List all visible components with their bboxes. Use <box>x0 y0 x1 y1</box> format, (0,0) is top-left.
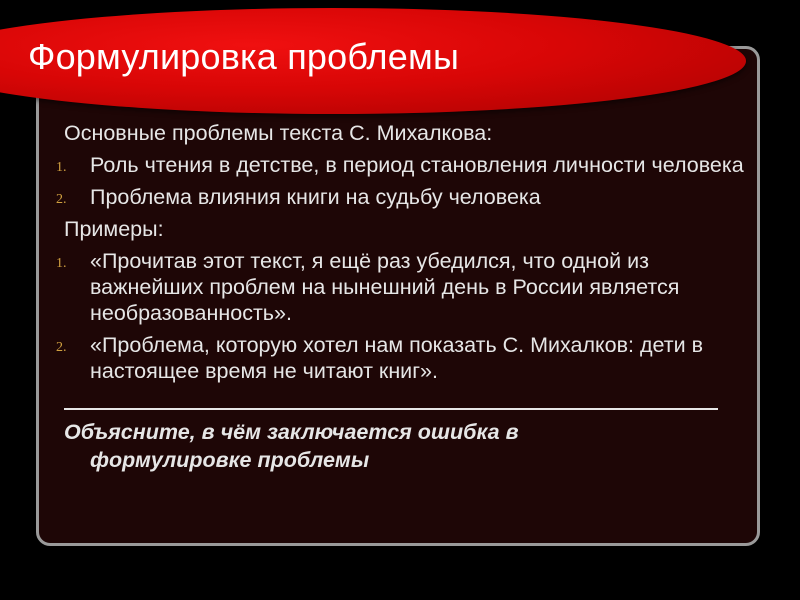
slide-body <box>56 120 746 474</box>
slide-title: Формулировка проблемы <box>28 36 460 77</box>
list-number: 1. <box>56 256 67 271</box>
list-number: 1. <box>56 160 67 175</box>
list-item-text: «Прочитав этот текст, я ещё раз убедился, что одной из важнейших проблем на нынешний день в России является необразованность». <box>90 249 680 325</box>
list-item <box>56 184 746 210</box>
list-item-text: «Проблема, которую хотел нам показать С. Михалков: дети в настоящее время не читают книг». <box>90 333 704 383</box>
problems-list <box>56 152 746 210</box>
task-text <box>64 418 746 474</box>
problems-heading: Основные проблемы текста С. Михалкова: <box>64 121 493 145</box>
list-item <box>56 152 746 178</box>
list-item-text: Проблема влияния книги на судьбу человека <box>90 185 541 209</box>
separator-line <box>64 394 718 410</box>
list-number: 2. <box>56 340 67 355</box>
list-item-text: Роль чтения в детстве, в период становления личности человека <box>90 153 744 177</box>
task-line: формулировке проблемы <box>90 448 370 472</box>
list-item <box>56 248 746 326</box>
list-item <box>56 332 746 384</box>
examples-list <box>56 248 746 384</box>
examples-heading: Примеры: <box>64 217 164 241</box>
list-number: 2. <box>56 192 67 207</box>
task-line: Объясните, в чём заключается ошибка в <box>64 420 519 444</box>
